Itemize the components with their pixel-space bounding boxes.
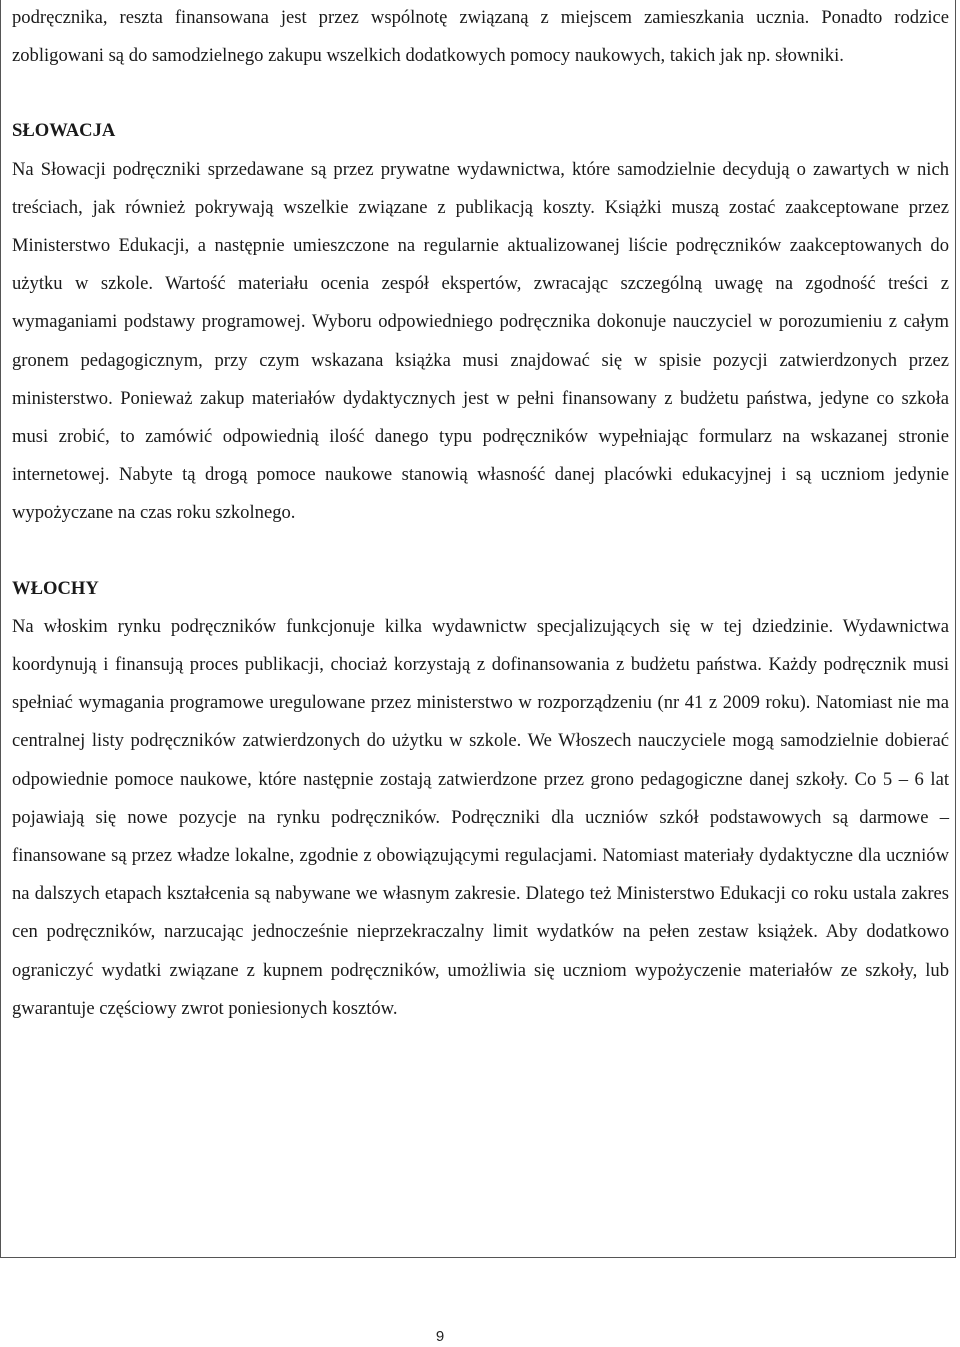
intro-paragraph: podręcznika, reszta finansowana jest przez wspólnotę związaną z miejscem zamieszkania ucznia. Ponadto rodzice zobligowani są do samodzielnego zakupu wszelkich dodatkowych pomocy naukowych, takich jak np. słowniki. [12,7,949,67]
section-paragraph-italy: Na włoskim rynku podręczników funkcjonuje kilka wydawnictw specjalizujących się w tej dziedzinie. Wydawnictwa koordynują i finansują proces publikacji, chociaż korzystają z dofinansowania z budżetu państwa. Każdy podręcznik musi spełniać wymagania programowe uregulowane przez ministerstwo w rozporządzeniu (nr 41 z 2009 roku). Natomiast nie ma centralnej listy podręczników zatwierdzonych do użytku w szkole. We Włoszech nauczyciele mogą samodzielnie dobierać odpowiednie pomoce naukowe, które następnie zostają zatwierdzone przez grono pedagogiczne danej szkoły. Co 5 – 6 lat pojawiają się nowe pozycje na rynku podręczników. Podręczniki dla uczniów szkół podstawowych są darmowe – finansowane są przez władze lokalne, zgodnie z obowiązującymi regulacjami. Natomiast materiały dydaktyczne dla uczniów na dalszych etapach kształcenia są nabywane we własnym zakresie. Dlatego też Ministerstwo Edukacji co roku ustala zakres cen podręczników, narzucając jednocześnie nieprzekraczalny limit wydatków na pełen zestaw książek. Aby dodatkowo ograniczyć wydatki związane z kupnem podręczników, umożliwia się uczniom wypożyczenie materiałów ze szkoły, lub gwarantuje częściowy zwrot poniesionych kosztów. [12,615,949,1019]
section-italy [12,570,949,1028]
section-heading-italy: WŁOCHY [12,577,99,599]
section-paragraph-slovakia: Na Słowacji podręczniki sprzedawane są przez prywatne wydawnictwa, które samodzielnie decydują o zawartych w nich treściach, jak również pokrywają wszelkie związane z publikacją koszty. Książki muszą zostać zaakceptowane przez Ministerstwo Edukacji, a następnie umieszczone na regularnie aktualizowanej liście podręczników zaakceptowanych do użytku w szkole. Wartość materiału ocenia zespół ekspertów, zwracając szczególną uwagę na zgodność treści z wymaganiami podstawy programowej. Wyboru odpowiedniego podręcznika dokonuje nauczyciel w porozumieniu z całym gronem pedagogicznym, przy czym wskazana książka musi znajdować się w spisie pozycji zatwierdzonych przez ministerstwo. Ponieważ zakup materiałów dydaktycznych jest w pełni finansowany z budżetu państwa, jedyne co szkoła musi zrobić, to zamówić odpowiednią ilość danego typu podręczników wypełniając formularz na wskazanej stronie internetowej. Nabyte tą drogą pomoce naukowe stanowią własność danej placówki edukacyjnej i są uczniom jedynie wypożyczane na czas roku szkolnego. [12,158,949,524]
section-slovakia [12,112,949,532]
section-heading-slovakia: SŁOWACJA [12,120,116,142]
page-number: 9 [435,1328,445,1345]
document-body [12,0,949,1028]
